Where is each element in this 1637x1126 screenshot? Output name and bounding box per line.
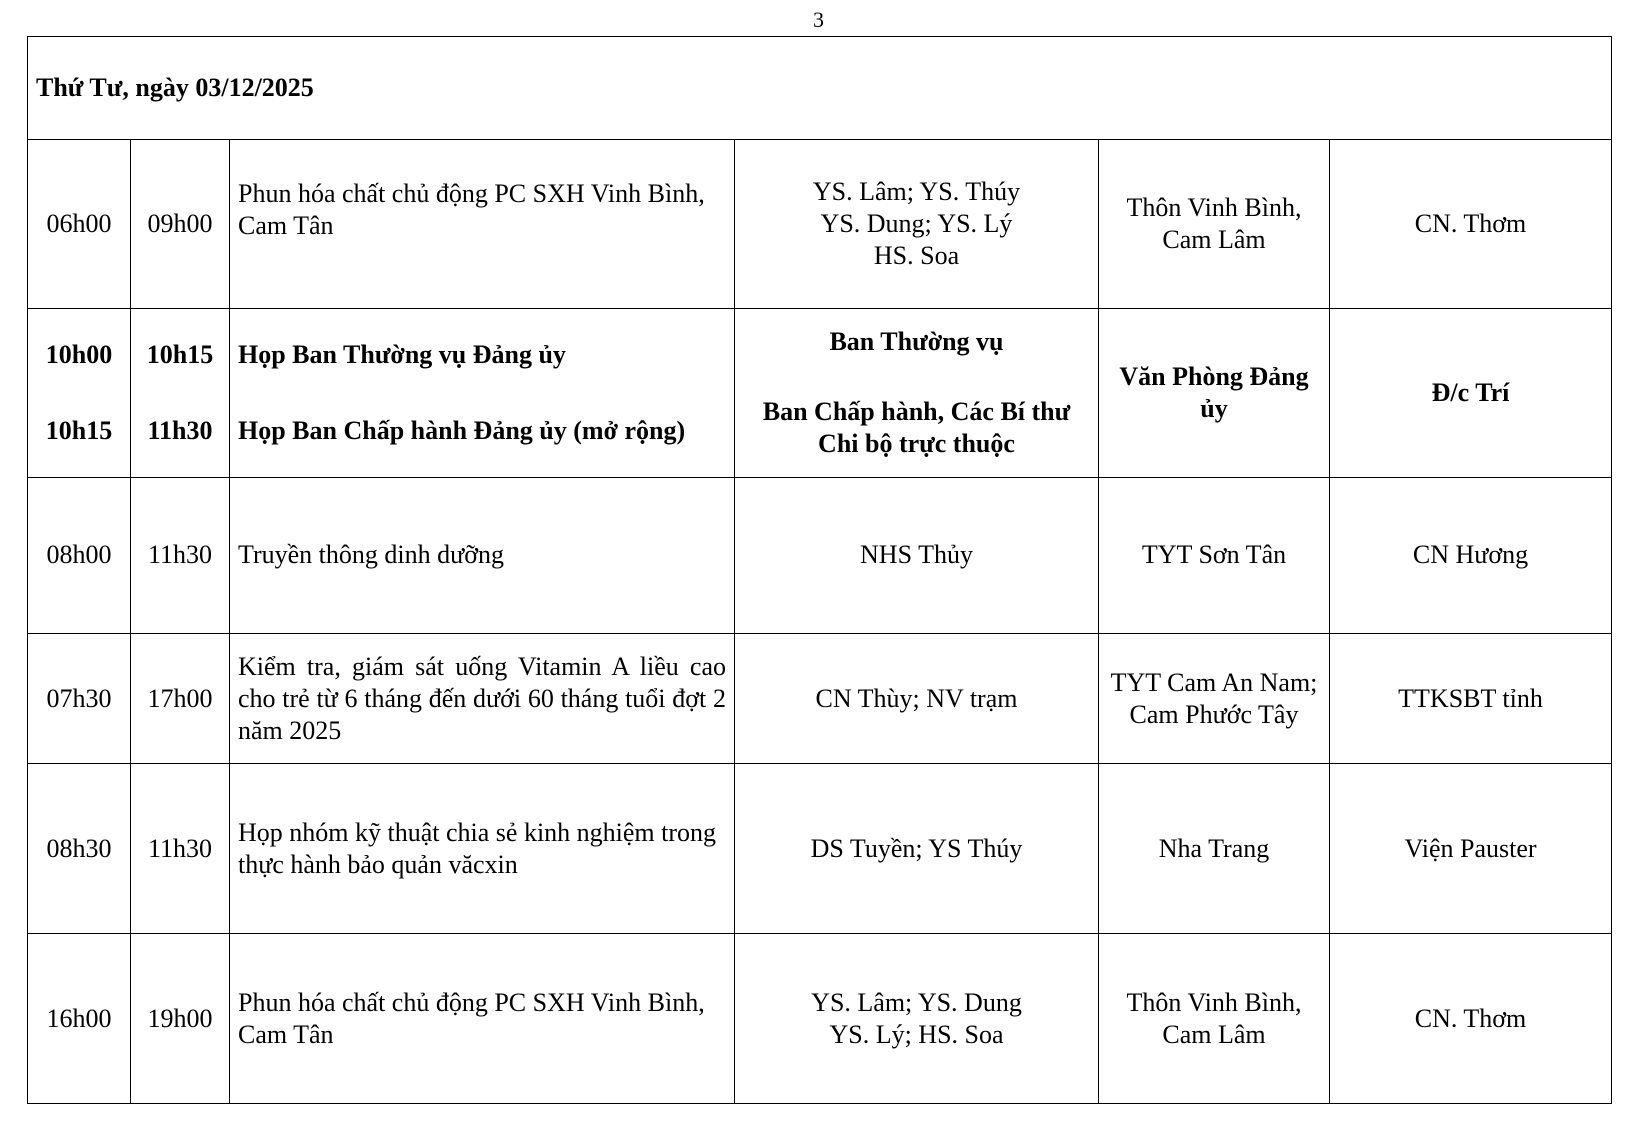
start-time: 16h00 xyxy=(28,934,131,1104)
start-time: 08h30 xyxy=(28,764,131,934)
start-time-cell xyxy=(28,308,131,477)
participants-cell: CN Thùy; NV trạm xyxy=(735,634,1099,764)
lead-cell: TTKSBT tỉnh xyxy=(1330,634,1612,764)
location-cell xyxy=(1099,140,1330,309)
participants-line: Ban Chấp hành, Các Bí thư Chi bộ trực thuộc xyxy=(762,396,1071,458)
participants-cell xyxy=(735,308,1099,477)
participants-cell: DS Tuyền; YS Thúy xyxy=(735,764,1099,934)
start-time: 06h00 xyxy=(28,140,131,309)
activity-text: Họp Ban Thường vụ Đảng ủy xyxy=(238,339,566,369)
table-row xyxy=(28,764,1612,934)
end-time: 19h00 xyxy=(131,934,230,1104)
activity-content: Kiểm tra, giám sát uống Vitamin A liều cao cho trẻ từ 6 tháng đến dưới 60 tháng tuổi đợt 2 năm 2025 xyxy=(230,634,735,764)
end-time: 11h30 xyxy=(147,415,213,445)
activity-content xyxy=(230,308,735,477)
schedule-table xyxy=(27,36,1612,1104)
activity-content xyxy=(230,140,735,309)
location-cell: TYT Cam An Nam; Cam Phước Tây xyxy=(1099,634,1330,764)
participants-cell xyxy=(735,140,1099,309)
location-cell xyxy=(1099,308,1330,477)
end-time: 11h30 xyxy=(131,477,230,633)
table-row xyxy=(28,477,1612,633)
lead-cell: CN. Thơm xyxy=(1330,934,1612,1104)
participants-line: YS. Dung; YS. Lý xyxy=(820,209,1013,239)
activity-text: Phun hóa chất chủ động PC SXH Vinh Bình, Cam Tân xyxy=(238,179,705,241)
day-header-row xyxy=(28,37,1612,140)
end-time-cell xyxy=(131,308,230,477)
end-time: 11h30 xyxy=(131,764,230,934)
activity-content: Truyền thông dinh dưỡng xyxy=(230,477,735,633)
lead-cell: Đ/c Trí xyxy=(1330,308,1612,477)
start-time: 10h00 xyxy=(45,339,113,369)
participants-cell xyxy=(735,934,1099,1104)
participants-line: YS. Lâm; YS. Dung xyxy=(811,987,1022,1017)
start-time: 10h15 xyxy=(45,415,113,445)
day-header: Thứ Tư, ngày 03/12/2025 xyxy=(28,37,1612,140)
table-row xyxy=(28,634,1612,764)
participants-line: HS. Soa xyxy=(873,241,960,271)
participants-line: YS. Lý; HS. Soa xyxy=(829,1019,1004,1049)
location-cell: TYT Sơn Tân xyxy=(1099,477,1330,633)
start-time: 08h00 xyxy=(28,477,131,633)
lead-cell: CN. Thơm xyxy=(1330,140,1612,309)
page-number: 3 xyxy=(813,7,824,32)
end-time: 09h00 xyxy=(131,140,230,309)
activity-content: Phun hóa chất chủ động PC SXH Vinh Bình, Cam Tân xyxy=(230,934,735,1104)
location-text: Thôn Vinh Bình, Cam Lâm xyxy=(1126,193,1302,255)
start-time: 07h30 xyxy=(28,634,131,764)
lead-cell: Viện Pauster xyxy=(1330,764,1612,934)
table-row xyxy=(28,934,1612,1104)
location-cell: Thôn Vinh Bình, Cam Lâm xyxy=(1099,934,1330,1104)
lead-cell: CN Hương xyxy=(1330,477,1612,633)
participants-line: YS. Lâm; YS. Thúy xyxy=(812,177,1021,207)
end-time: 10h15 xyxy=(146,339,214,369)
table-row xyxy=(28,308,1612,477)
end-time: 17h00 xyxy=(131,634,230,764)
participants-line: Ban Thường vụ xyxy=(829,326,1004,356)
table-row xyxy=(28,140,1612,309)
activity-content: Họp nhóm kỹ thuật chia sẻ kinh nghiệm trong thực hành bảo quản văcxin xyxy=(230,764,735,934)
activity-text: Họp Ban Chấp hành Đảng ủy (mở rộng) xyxy=(238,415,686,445)
participants-cell: NHS Thủy xyxy=(735,477,1099,633)
location-text: Văn Phòng Đảng ủy xyxy=(1119,361,1309,423)
location-cell: Nha Trang xyxy=(1099,764,1330,934)
